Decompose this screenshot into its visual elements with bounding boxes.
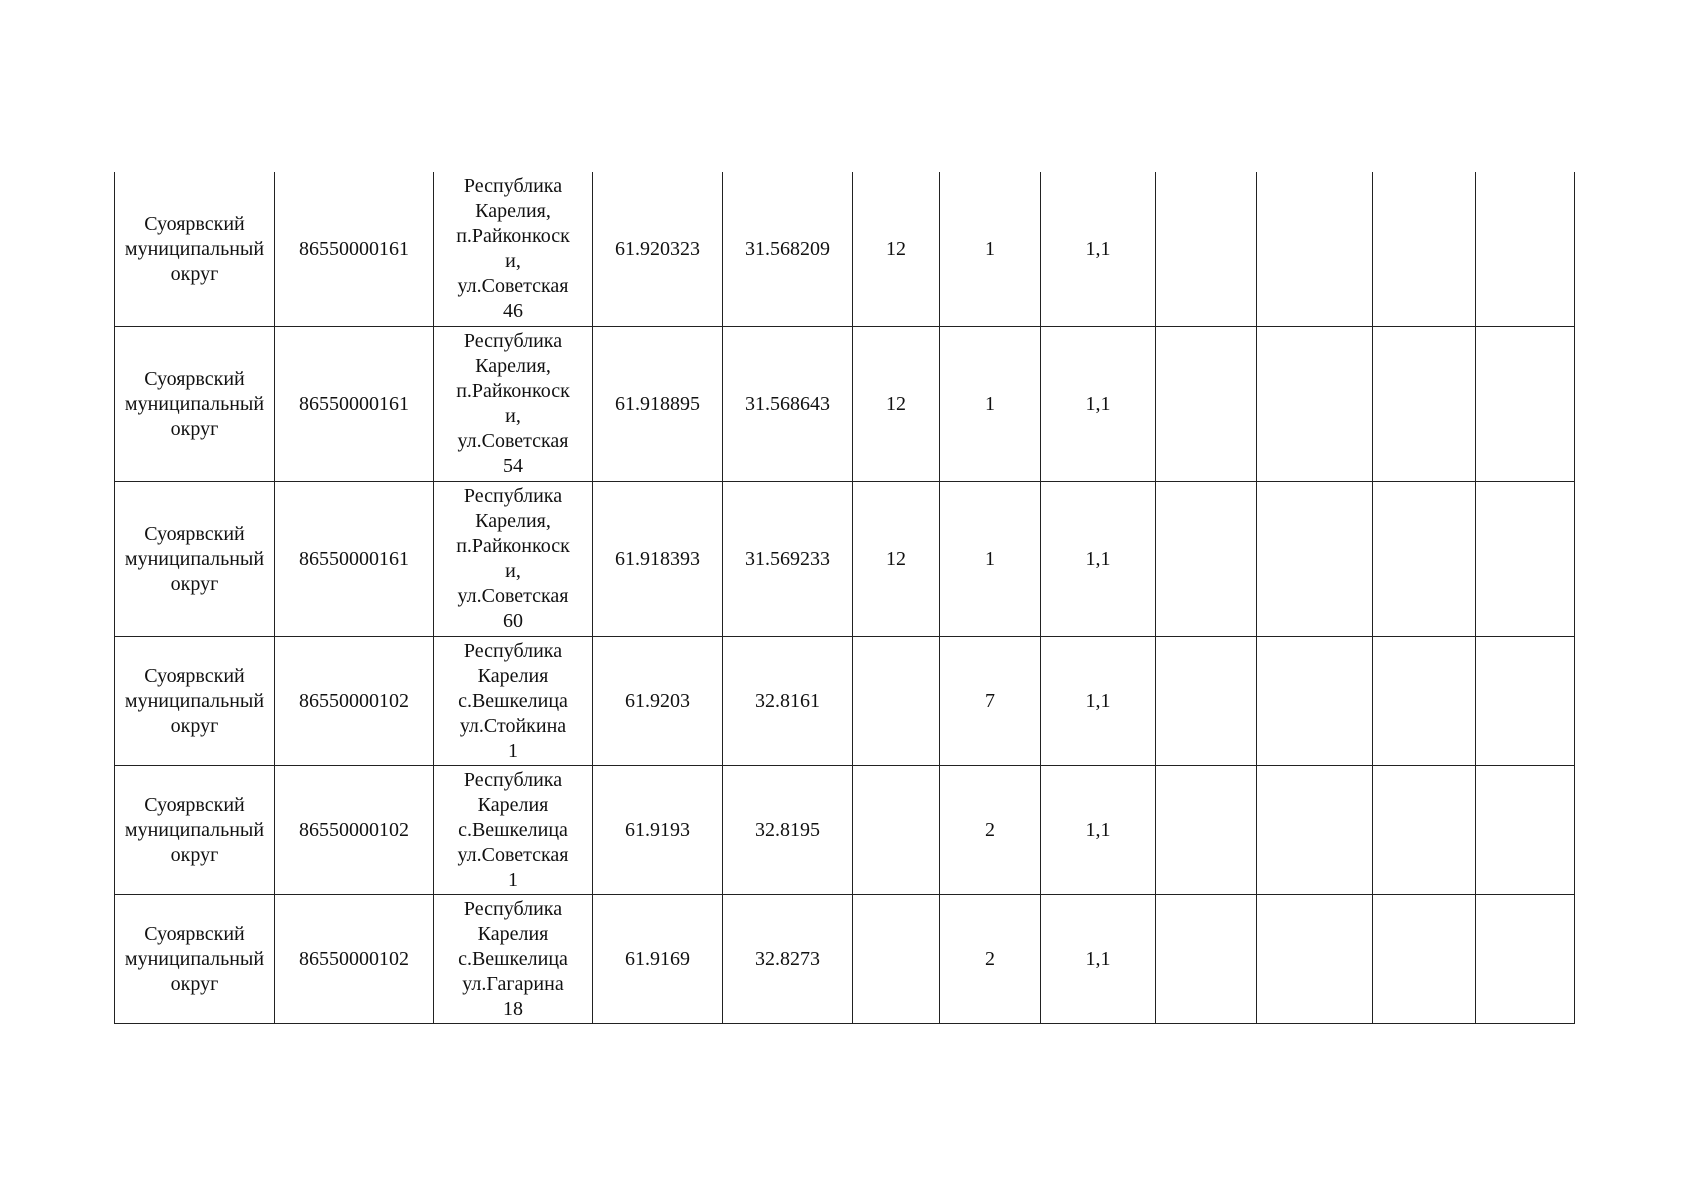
empty-cell	[1257, 172, 1373, 327]
oktmo-cell: 86550000102	[275, 637, 434, 766]
empty-cell	[1476, 482, 1575, 637]
value-cell-6: 12	[853, 172, 940, 327]
table-row	[115, 172, 1575, 327]
value-cell-8: 1,1	[1041, 766, 1156, 895]
empty-cell	[1156, 482, 1257, 637]
value-cell-8: 1,1	[1041, 172, 1156, 327]
value-cell-8: 1,1	[1041, 482, 1156, 637]
table-row	[115, 895, 1575, 1024]
empty-cell	[1476, 172, 1575, 327]
latitude-cell: 61.9203	[593, 637, 723, 766]
empty-cell	[1476, 766, 1575, 895]
value-cell-8: 1,1	[1041, 895, 1156, 1024]
table-row	[115, 327, 1575, 482]
table-row	[115, 637, 1575, 766]
table-row	[115, 482, 1575, 637]
oktmo-cell: 86550000102	[275, 895, 434, 1024]
district-cell: Суоярвский муниципальный округ	[115, 482, 275, 637]
data-table	[114, 172, 1575, 1024]
value-cell-6: 12	[853, 482, 940, 637]
empty-cell	[1373, 895, 1476, 1024]
address-cell: Республика Карелия, п.Райконкоск и, ул.Советская 60	[434, 482, 593, 637]
value-cell-6	[853, 637, 940, 766]
empty-cell	[1476, 327, 1575, 482]
empty-cell	[1476, 895, 1575, 1024]
empty-cell	[1373, 766, 1476, 895]
district-cell: Суоярвский муниципальный округ	[115, 766, 275, 895]
empty-cell	[1156, 766, 1257, 895]
longitude-cell: 32.8195	[723, 766, 853, 895]
value-cell-7: 1	[940, 482, 1041, 637]
empty-cell	[1257, 895, 1373, 1024]
longitude-cell: 32.8161	[723, 637, 853, 766]
value-cell-6	[853, 766, 940, 895]
longitude-cell: 31.568209	[723, 172, 853, 327]
value-cell-7: 7	[940, 637, 1041, 766]
latitude-cell: 61.9193	[593, 766, 723, 895]
empty-cell	[1373, 172, 1476, 327]
value-cell-7: 1	[940, 172, 1041, 327]
value-cell-6: 12	[853, 327, 940, 482]
empty-cell	[1373, 482, 1476, 637]
district-cell: Суоярвский муниципальный округ	[115, 327, 275, 482]
empty-cell	[1257, 637, 1373, 766]
value-cell-7: 2	[940, 895, 1041, 1024]
address-cell: Республика Карелия с.Вешкелица ул.Стойкина 1	[434, 637, 593, 766]
empty-cell	[1257, 766, 1373, 895]
value-cell-7: 1	[940, 327, 1041, 482]
oktmo-cell: 86550000102	[275, 766, 434, 895]
empty-cell	[1476, 637, 1575, 766]
district-cell: Суоярвский муниципальный округ	[115, 637, 275, 766]
longitude-cell: 32.8273	[723, 895, 853, 1024]
longitude-cell: 31.568643	[723, 327, 853, 482]
oktmo-cell: 86550000161	[275, 172, 434, 327]
address-cell: Республика Карелия с.Вешкелица ул.Гагарина 18	[434, 895, 593, 1024]
oktmo-cell: 86550000161	[275, 327, 434, 482]
empty-cell	[1156, 895, 1257, 1024]
empty-cell	[1257, 482, 1373, 637]
latitude-cell: 61.918393	[593, 482, 723, 637]
empty-cell	[1156, 172, 1257, 327]
empty-cell	[1257, 327, 1373, 482]
district-cell: Суоярвский муниципальный округ	[115, 895, 275, 1024]
table-row	[115, 766, 1575, 895]
latitude-cell: 61.9169	[593, 895, 723, 1024]
value-cell-8: 1,1	[1041, 327, 1156, 482]
value-cell-7: 2	[940, 766, 1041, 895]
table-body	[115, 172, 1575, 1024]
empty-cell	[1373, 327, 1476, 482]
value-cell-8: 1,1	[1041, 637, 1156, 766]
empty-cell	[1156, 637, 1257, 766]
oktmo-cell: 86550000161	[275, 482, 434, 637]
longitude-cell: 31.569233	[723, 482, 853, 637]
empty-cell	[1156, 327, 1257, 482]
latitude-cell: 61.920323	[593, 172, 723, 327]
address-cell: Республика Карелия, п.Райконкоск и, ул.Советская 54	[434, 327, 593, 482]
value-cell-6	[853, 895, 940, 1024]
district-cell: Суоярвский муниципальный округ	[115, 172, 275, 327]
address-cell: Республика Карелия с.Вешкелица ул.Советская 1	[434, 766, 593, 895]
address-cell: Республика Карелия, п.Райконкоск и, ул.Советская 46	[434, 172, 593, 327]
latitude-cell: 61.918895	[593, 327, 723, 482]
empty-cell	[1373, 637, 1476, 766]
